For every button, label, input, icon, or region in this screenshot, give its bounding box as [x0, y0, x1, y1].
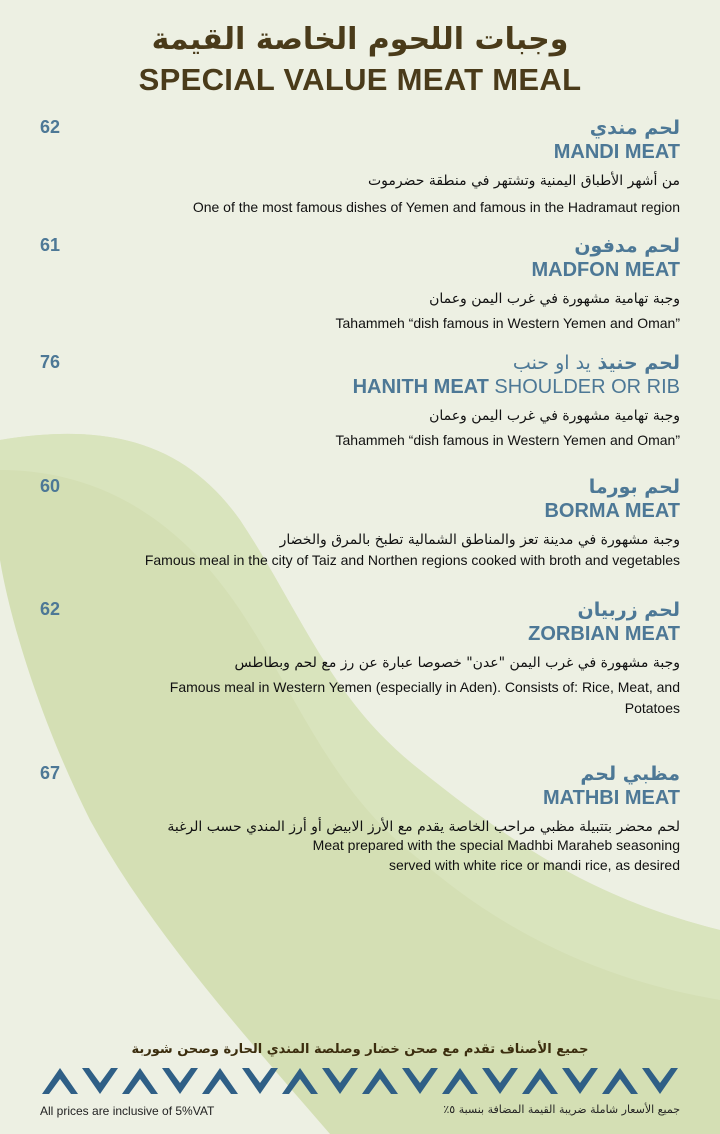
vat-note-arabic: جميع الأسعار شاملة ضريبة القيمة المضافة بنسبة ٥٪ — [443, 1103, 680, 1116]
chevron-up-shape — [522, 1068, 558, 1094]
item-description-arabic: من أشهر الأطباق اليمنية وتشتهر في منطقة حضرموت — [367, 173, 680, 189]
item-name-arabic: لحم مندي — [589, 117, 680, 139]
item-description-arabic: وجبة تهامية مشهورة في غرب اليمن وعمان — [429, 291, 680, 307]
item-description: One of the most famous dishes of Yemen and famous in the Hadramaut region — [192, 199, 680, 215]
item-price: 67 — [40, 763, 61, 783]
item-price: 62 — [40, 599, 61, 619]
item-name: MATHBI MEAT — [542, 787, 680, 809]
chevron-up-shape — [202, 1068, 238, 1094]
item-name: MADFON MEAT — [531, 259, 680, 281]
item-description-arabic: وجبة مشهورة في غرب اليمن "عدن" خصوصا عبارة عن رز مع لحم وبطاطس — [234, 655, 680, 671]
chevron-down-shape — [402, 1068, 438, 1094]
item-name-main: HANITH MEAT — [352, 376, 489, 398]
vat-note: All prices are inclusive of 5%VAT — [40, 1104, 215, 1118]
chevron-down-shape — [562, 1068, 598, 1094]
item-name: MANDI MEAT — [553, 141, 680, 163]
chevron-up-shape — [282, 1068, 318, 1094]
item-name-extra: SHOULDER OR RIB — [494, 376, 680, 398]
item-name: ZORBIAN MEAT — [528, 623, 680, 645]
item-price: 60 — [40, 476, 61, 496]
item-name-arabic — [513, 352, 680, 374]
item-description-arabic: وجبة مشهورة في مدينة تعز والمناطق الشمالية تطبخ بالمرق والخضار — [279, 532, 680, 548]
item-description-line-1: Famous meal in Western Yemen (especially in Aden). Consists of: Rice, Meat, and — [169, 679, 680, 695]
chevron-up-shape — [122, 1068, 158, 1094]
item-description-arabic: وجبة تهامية مشهورة في غرب اليمن وعمان — [429, 408, 680, 424]
chevron-down-shape — [162, 1068, 198, 1094]
chevron-up-shape — [362, 1068, 398, 1094]
decorative-zigzag-border — [40, 1066, 680, 1096]
chevron-up-shape — [42, 1068, 78, 1094]
chevron-up-shape — [442, 1068, 478, 1094]
item-name-arabic: لحم بورما — [588, 476, 680, 498]
item-price: 61 — [40, 235, 61, 255]
item-description: Famous meal in the city of Taiz and Northen regions cooked with broth and vegetables — [144, 552, 680, 568]
item-name: BORMA MEAT — [544, 500, 680, 522]
chevron-up-shape — [602, 1068, 638, 1094]
page-title-arabic: وجبات اللحوم الخاصة القيمة — [151, 22, 569, 57]
item-name-arabic-main: لحم حنيذ — [597, 352, 680, 374]
item-name-arabic: لحم زربيان — [577, 599, 680, 621]
item-name-arabic: مظبي لحم — [580, 763, 680, 785]
page-title: SPECIAL VALUE MEAT MEAL — [138, 62, 582, 97]
chevron-down-shape — [482, 1068, 518, 1094]
item-description-line-1: Meat prepared with the special Madhbi Maraheb seasoning — [312, 837, 680, 853]
item-description-arabic: لحم محضر بتتبيلة مظبي مراحب الخاصة يقدم مع الأرز الابيض أو أرز المندي حسب الرغبة — [167, 819, 680, 835]
item-description-line-2: served with white rice or mandi rice, as desired — [388, 857, 680, 873]
item-price: 62 — [40, 117, 61, 137]
footer-note-arabic: جميع الأصناف تقدم مع صحن خضار وصلصة المندي الحارة وصحن شوربة — [131, 1042, 589, 1057]
item-description-line-2: Potatoes — [624, 700, 680, 716]
chevron-down-shape — [642, 1068, 678, 1094]
item-price: 76 — [40, 352, 61, 372]
item-description: Tahammeh “dish famous in Western Yemen and Oman” — [335, 432, 680, 448]
item-name-arabic-extra: يد او حنب — [512, 352, 591, 374]
chevron-down-shape — [82, 1068, 118, 1094]
chevron-down-shape — [242, 1068, 278, 1094]
chevron-down-shape — [322, 1068, 358, 1094]
item-name — [353, 376, 680, 399]
item-name-arabic: لحم مدفون — [574, 235, 680, 257]
item-description: Tahammeh “dish famous in Western Yemen and Oman” — [335, 315, 680, 331]
